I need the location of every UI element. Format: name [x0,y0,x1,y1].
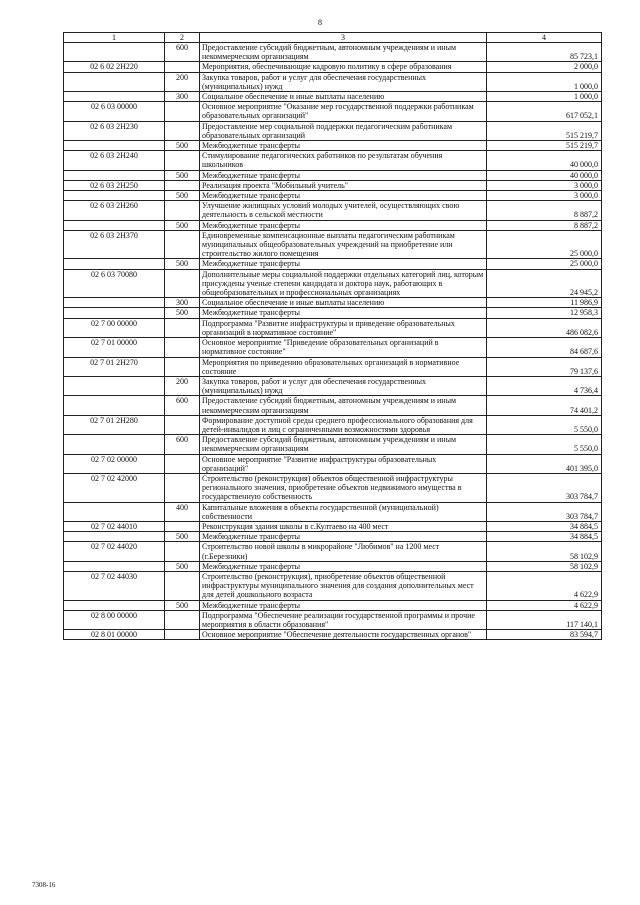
row-amount: 1 000,0 [487,92,602,102]
row-description: Предоставление субсидий бюджетным, автономным учреждениям и иным некоммерческим организациям [200,435,487,454]
row-target-code: 02 7 01 2Н270 [64,357,165,376]
table-row [64,357,602,376]
row-expense-type: 200 [165,376,200,395]
row-description: Формирование доступной среды среднего профессионального образования для детей-инвалидов и лиц с ограниченными возможностями здоровья [200,415,487,434]
column-header-code: 1 [64,33,165,43]
row-target-code: 02 6 03 2Н230 [64,121,165,140]
row-expense-type: 300 [165,298,200,308]
row-expense-type: 500 [165,532,200,542]
row-description: Основное мероприятие "Развитие инфраструктуры образовательных организаций" [200,454,487,473]
row-target-code [64,92,165,102]
row-expense-type [165,121,200,140]
row-amount: 25 000,0 [487,230,602,259]
row-description: Основное мероприятие "Обеспечение деятельности государственных органов" [200,630,487,640]
row-amount: 24 945,2 [487,269,602,298]
row-amount: 3 000,0 [487,191,602,201]
row-description: Предоставление мер социальной поддержки педагогическим работникам образовательных организаций [200,121,487,140]
row-target-code [64,435,165,454]
row-expense-type: 500 [165,561,200,571]
row-target-code [64,259,165,269]
row-description: Межбюджетные трансферты [200,532,487,542]
row-description: Межбюджетные трансферты [200,259,487,269]
row-expense-type [165,454,200,473]
table-row [64,191,602,201]
row-description: Межбюджетные трансферты [200,170,487,180]
row-description: Дополнительные меры социальной поддержки отдельных категорий лиц, которым присуждены ученые степени кандидата и доктора наук, работающих в общеобразовательных и профессиональных организациях [200,269,487,298]
row-amount: 515 219,7 [487,121,602,140]
table-row [64,338,602,357]
row-amount: 303 784,7 [487,502,602,521]
row-description: Основное мероприятие "Приведение образовательных организаций в нормативное состояние" [200,338,487,357]
table-row [64,201,602,220]
row-expense-type: 500 [165,191,200,201]
row-description: Реализация проекта "Мобильный учитель" [200,180,487,190]
row-target-code: 02 6 03 70080 [64,269,165,298]
row-amount: 11 986,9 [487,298,602,308]
row-description: Мероприятия, обеспечивающие кадровую политику в сфере образования [200,62,487,72]
table-row [64,170,602,180]
table-row [64,473,602,502]
row-target-code [64,220,165,230]
table-row [64,141,602,151]
row-description: Социальное обеспечение и иные выплаты населению [200,92,487,102]
row-description: Подпрограмма "Развитие инфраструктуры и приведение образовательных организаций в нормативное состояние" [200,318,487,337]
row-amount: 4 622,9 [487,600,602,610]
row-expense-type [165,415,200,434]
row-target-code: 02 8 00 00000 [64,610,165,629]
table-row [64,151,602,170]
row-target-code [64,141,165,151]
row-expense-type [165,62,200,72]
row-target-code: 02 6 03 2Н260 [64,201,165,220]
table-row [64,269,602,298]
row-target-code: 02 6 03 2Н250 [64,180,165,190]
row-amount: 12 958,3 [487,308,602,318]
table-row [64,230,602,259]
row-amount: 8 887,2 [487,201,602,220]
table-header-row [64,33,602,43]
row-amount: 84 687,6 [487,338,602,357]
table-row [64,415,602,434]
row-description: Закупка товаров, работ и услуг для обеспечения государственных (муниципальных) нужд [200,72,487,91]
table-row [64,72,602,91]
row-target-code [64,376,165,395]
row-description: Межбюджетные трансферты [200,141,487,151]
row-amount: 117 140,1 [487,610,602,629]
row-amount: 303 784,7 [487,473,602,502]
row-target-code [64,298,165,308]
row-expense-type [165,610,200,629]
row-expense-type: 300 [165,92,200,102]
row-amount: 5 550,0 [487,415,602,434]
row-expense-type: 600 [165,435,200,454]
row-expense-type [165,102,200,121]
row-target-code [64,502,165,521]
page-number: 8 [318,18,322,27]
row-expense-type: 500 [165,170,200,180]
table-row [64,180,602,190]
row-description: Межбюджетные трансферты [200,600,487,610]
row-description: Межбюджетные трансферты [200,220,487,230]
table-row [64,571,602,600]
row-amount: 1 000,0 [487,72,602,91]
row-target-code: 02 6 03 2Н370 [64,230,165,259]
table-row [64,102,602,121]
table-row [64,630,602,640]
row-target-code: 02 7 02 44010 [64,521,165,531]
row-target-code [64,561,165,571]
table-row [64,542,602,561]
row-description: Подпрограмма "Обеспечение реализации государственной программы и прочие мероприятия в области образования" [200,610,487,629]
row-expense-type: 600 [165,43,200,62]
row-amount: 74 401,2 [487,396,602,415]
row-amount: 83 594,7 [487,630,602,640]
table-row [64,435,602,454]
column-header-name: 3 [200,33,487,43]
document-code: 7308-16 [32,881,56,889]
row-description: Улучшение жилищных условий молодых учителей, осуществляющих свою деятельность в сельской местности [200,201,487,220]
row-expense-type [165,151,200,170]
table-row [64,298,602,308]
table-row [64,600,602,610]
row-amount: 34 884,5 [487,532,602,542]
table-row [64,561,602,571]
table-row [64,610,602,629]
row-amount: 34 884,5 [487,521,602,531]
row-description: Строительство (реконструкция) объектов общественной инфраструктуры регионального значения, приобретение объектов недвижимого имущества в государственную собственность [200,473,487,502]
table-row [64,92,602,102]
row-expense-type [165,542,200,561]
row-description: Реконструкция здания школы в с.Култаево на 400 мест [200,521,487,531]
table-row [64,521,602,531]
row-target-code: 02 7 02 44030 [64,571,165,600]
row-expense-type [165,521,200,531]
row-expense-type: 500 [165,308,200,318]
row-description: Строительство новой школы в микрорайоне "Любимов" на 1200 мест (г.Березники) [200,542,487,561]
row-amount: 401 395,0 [487,454,602,473]
budget-table [63,32,602,640]
row-description: Строительство (реконструкция), приобретение объектов общественной инфраструктуры муниципального значения для создания дополнительных мест для детей дошкольного возраста [200,571,487,600]
row-expense-type [165,230,200,259]
row-target-code [64,600,165,610]
row-amount: 486 082,6 [487,318,602,337]
row-target-code: 02 7 02 00000 [64,454,165,473]
row-target-code: 02 7 02 44020 [64,542,165,561]
row-expense-type [165,630,200,640]
table-row [64,376,602,395]
table-row [64,62,602,72]
row-amount: 515 219,7 [487,141,602,151]
row-expense-type: 500 [165,220,200,230]
row-expense-type [165,269,200,298]
row-target-code [64,191,165,201]
row-expense-type [165,318,200,337]
row-expense-type: 600 [165,396,200,415]
row-expense-type: 400 [165,502,200,521]
row-description: Закупка товаров, работ и услуг для обеспечения государственных (муниципальных) нужд [200,376,487,395]
row-amount: 4 736,4 [487,376,602,395]
row-expense-type [165,473,200,502]
table-row [64,308,602,318]
row-target-code [64,72,165,91]
row-target-code: 02 6 03 00000 [64,102,165,121]
row-expense-type: 200 [165,72,200,91]
row-target-code: 02 7 00 00000 [64,318,165,337]
row-expense-type [165,357,200,376]
row-amount: 8 887,2 [487,220,602,230]
row-expense-type: 500 [165,141,200,151]
table-row [64,532,602,542]
row-target-code: 02 7 01 00000 [64,338,165,357]
row-target-code: 02 6 03 2Н240 [64,151,165,170]
row-target-code: 02 7 01 2Н280 [64,415,165,434]
row-target-code [64,396,165,415]
row-amount: 40 000,0 [487,151,602,170]
row-amount: 58 102,9 [487,561,602,571]
row-description: Предоставление субсидий бюджетным, автономным учреждениям и иным некоммерческим организациям [200,43,487,62]
row-amount: 4 622,9 [487,571,602,600]
row-target-code [64,170,165,180]
table-row [64,220,602,230]
row-amount: 5 550,0 [487,435,602,454]
row-target-code [64,532,165,542]
row-target-code: 02 7 02 42000 [64,473,165,502]
row-expense-type: 500 [165,259,200,269]
row-expense-type [165,338,200,357]
row-description: Межбюджетные трансферты [200,191,487,201]
row-amount: 58 102,9 [487,542,602,561]
row-expense-type [165,201,200,220]
row-expense-type: 500 [165,600,200,610]
row-amount: 3 000,0 [487,180,602,190]
column-header-amount: 4 [487,33,602,43]
row-expense-type [165,180,200,190]
row-description: Межбюджетные трансферты [200,561,487,571]
row-description: Социальное обеспечение и иные выплаты населению [200,298,487,308]
row-amount: 40 000,0 [487,170,602,180]
row-amount: 617 052,1 [487,102,602,121]
column-header-expense-type: 2 [165,33,200,43]
row-target-code: 02 6 02 2Н220 [64,62,165,72]
table-row [64,318,602,337]
row-description: Стимулирование педагогических работников по результатам обучения школьников [200,151,487,170]
table-row [64,43,602,62]
table-row [64,502,602,521]
row-description: Мероприятия по приведению образовательных организаций в нормативное состояние [200,357,487,376]
table-body [64,43,602,640]
row-amount: 85 723,1 [487,43,602,62]
row-description: Межбюджетные трансферты [200,308,487,318]
row-target-code [64,43,165,62]
row-description: Единовременные компенсационные выплаты педагогическим работникам муниципальных общеобразовательных учреждений на приобретение или строительство жилого помещения [200,230,487,259]
table-row [64,396,602,415]
row-amount: 79 137,6 [487,357,602,376]
row-description: Капитальные вложения в объекты государственной (муниципальной) собственности [200,502,487,521]
table-row [64,259,602,269]
row-amount: 2 000,0 [487,62,602,72]
row-description: Предоставление субсидий бюджетным, автономным учреждениям и иным некоммерческим организациям [200,396,487,415]
row-expense-type [165,571,200,600]
table-row [64,454,602,473]
row-target-code: 02 8 01 00000 [64,630,165,640]
row-description: Основное мероприятие "Оказание мер государственной поддержки работникам образовательных организаций" [200,102,487,121]
row-amount: 25 000,0 [487,259,602,269]
row-target-code [64,308,165,318]
table-row [64,121,602,140]
